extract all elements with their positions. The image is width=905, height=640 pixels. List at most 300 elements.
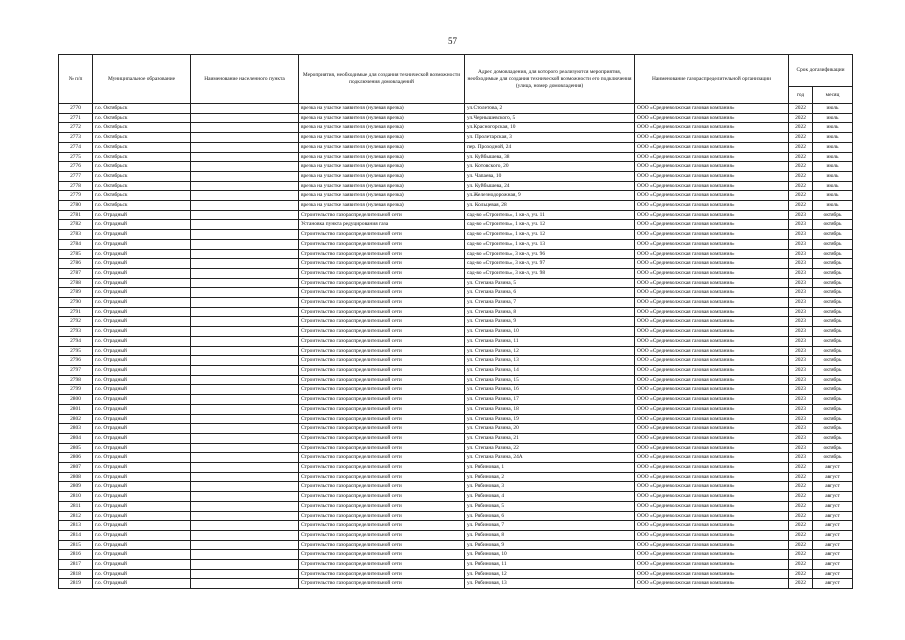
table-row xyxy=(59,336,853,346)
cell-address: ул. Степана Разина, 9 xyxy=(465,317,635,327)
cell-year: 2022 xyxy=(789,201,813,211)
table-row xyxy=(59,317,853,327)
cell-measure: Строительство газораспределительной сети xyxy=(299,327,465,337)
cell-municipality: г.о. Отрадный xyxy=(93,482,191,492)
cell-num: 2793 xyxy=(59,327,93,337)
cell-org: ООО «Средневолжская газовая компания» xyxy=(635,239,789,249)
cell-month: июль xyxy=(813,191,853,201)
cell-num: 2815 xyxy=(59,540,93,550)
cell-measure: Строительство газораспределительной сети xyxy=(299,482,465,492)
cell-org: ООО «Средневолжская газовая компания» xyxy=(635,104,789,114)
cell-month: октябрь xyxy=(813,404,853,414)
cell-address: ул. Куйбышева, 24 xyxy=(465,181,635,191)
cell-month: август xyxy=(813,472,853,482)
cell-num: 2817 xyxy=(59,560,93,570)
cell-org: ООО «Средневолжская газовая компания» xyxy=(635,113,789,123)
cell-municipality: г.о. Отрадный xyxy=(93,414,191,424)
cell-year: 2022 xyxy=(789,511,813,521)
cell-municipality: г.о. Отрадный xyxy=(93,453,191,463)
cell-address: ул. Степана Разина, 19 xyxy=(465,414,635,424)
cell-month: август xyxy=(813,550,853,560)
cell-org: ООО «Средневолжская газовая компания» xyxy=(635,249,789,259)
cell-month: август xyxy=(813,540,853,550)
cell-year: 2022 xyxy=(789,181,813,191)
cell-address: ул. Степана Разина, 14 xyxy=(465,365,635,375)
table-row xyxy=(59,530,853,540)
cell-municipality: г.о. Отрадный xyxy=(93,239,191,249)
cell-municipality: г.о. Отрадный xyxy=(93,550,191,560)
cell-month: октябрь xyxy=(813,336,853,346)
table-row xyxy=(59,162,853,172)
cell-settlement xyxy=(191,298,299,308)
cell-year: 2022 xyxy=(789,191,813,201)
cell-municipality: г.о. Отрадный xyxy=(93,579,191,589)
cell-municipality: г.о. Отрадный xyxy=(93,336,191,346)
cell-address: ул. Степана Разина, 24А xyxy=(465,453,635,463)
cell-year: 2023 xyxy=(789,220,813,230)
cell-year: 2022 xyxy=(789,162,813,172)
cell-year: 2023 xyxy=(789,414,813,424)
table-row xyxy=(59,365,853,375)
cell-measure: врезка на участке заявителя (нулевая врезка) xyxy=(299,133,465,143)
table-row xyxy=(59,356,853,366)
cell-measure: врезка на участке заявителя (нулевая врезка) xyxy=(299,123,465,133)
cell-address: сад-во «Строитель», 1 кв-л, уч. 12 xyxy=(465,220,635,230)
cell-year: 2022 xyxy=(789,152,813,162)
cell-num: 2803 xyxy=(59,424,93,434)
cell-month: июль xyxy=(813,123,853,133)
cell-measure: Строительство газораспределительной сети xyxy=(299,560,465,570)
cell-org: ООО «Средневолжская газовая компания» xyxy=(635,365,789,375)
cell-num: 2783 xyxy=(59,230,93,240)
cell-municipality: г.о. Октябрьск xyxy=(93,181,191,191)
cell-org: ООО «Средневолжская газовая компания» xyxy=(635,298,789,308)
cell-measure: Строительство газораспределительной сети xyxy=(299,530,465,540)
cell-month: июль xyxy=(813,181,853,191)
cell-org: ООО «Средневолжская газовая компания» xyxy=(635,550,789,560)
cell-settlement xyxy=(191,346,299,356)
cell-year: 2023 xyxy=(789,375,813,385)
cell-measure: Строительство газораспределительной сети xyxy=(299,501,465,511)
cell-measure: врезка на участке заявителя (нулевая врезка) xyxy=(299,104,465,114)
cell-month: август xyxy=(813,530,853,540)
cell-settlement xyxy=(191,268,299,278)
cell-year: 2022 xyxy=(789,133,813,143)
cell-address: ул. Рябиновая, 11 xyxy=(465,560,635,570)
cell-org: ООО «Средневолжская газовая компания» xyxy=(635,463,789,473)
cell-municipality: г.о. Октябрьск xyxy=(93,191,191,201)
cell-measure: врезка на участке заявителя (нулевая врезка) xyxy=(299,162,465,172)
cell-org: ООО «Средневолжская газовая компания» xyxy=(635,317,789,327)
cell-org: ООО «Средневолжская газовая компания» xyxy=(635,230,789,240)
table-row xyxy=(59,268,853,278)
cell-municipality: г.о. Октябрьск xyxy=(93,123,191,133)
cell-municipality: г.о. Отрадный xyxy=(93,365,191,375)
cell-org: ООО «Средневолжская газовая компания» xyxy=(635,453,789,463)
cell-municipality: г.о. Отрадный xyxy=(93,443,191,453)
cell-org: ООО «Средневолжская газовая компания» xyxy=(635,162,789,172)
header-municipality: Муниципальное образование xyxy=(93,55,191,104)
cell-measure: Строительство газораспределительной сети xyxy=(299,453,465,463)
cell-month: октябрь xyxy=(813,259,853,269)
cell-num: 2780 xyxy=(59,201,93,211)
cell-municipality: г.о. Отрадный xyxy=(93,472,191,482)
cell-settlement xyxy=(191,550,299,560)
cell-address: ул. Степана Разина, 13 xyxy=(465,356,635,366)
cell-month: июль xyxy=(813,142,853,152)
cell-year: 2023 xyxy=(789,346,813,356)
cell-address: ул. Рябиновая, 12 xyxy=(465,569,635,579)
cell-address: ул. Кольцевая, 28 xyxy=(465,201,635,211)
cell-org: ООО «Средневолжская газовая компания» xyxy=(635,346,789,356)
cell-settlement xyxy=(191,579,299,589)
cell-org: ООО «Средневолжская газовая компания» xyxy=(635,278,789,288)
cell-municipality: г.о. Отрадный xyxy=(93,317,191,327)
cell-num: 2789 xyxy=(59,288,93,298)
table-row xyxy=(59,327,853,337)
cell-measure: Строительство газораспределительной сети xyxy=(299,317,465,327)
cell-settlement xyxy=(191,239,299,249)
cell-num: 2799 xyxy=(59,385,93,395)
cell-num: 2790 xyxy=(59,298,93,308)
cell-municipality: г.о. Отрадный xyxy=(93,530,191,540)
cell-settlement xyxy=(191,414,299,424)
cell-month: октябрь xyxy=(813,453,853,463)
cell-municipality: г.о. Отрадный xyxy=(93,346,191,356)
table-row xyxy=(59,201,853,211)
cell-measure: Строительство газораспределительной сети xyxy=(299,356,465,366)
cell-month: октябрь xyxy=(813,356,853,366)
cell-measure: врезка на участке заявителя (нулевая врезка) xyxy=(299,191,465,201)
table-row xyxy=(59,142,853,152)
cell-month: август xyxy=(813,511,853,521)
cell-settlement xyxy=(191,453,299,463)
cell-settlement xyxy=(191,201,299,211)
cell-num: 2811 xyxy=(59,501,93,511)
cell-address: сад-во «Строитель», 3 кв-л, уч. 98 xyxy=(465,268,635,278)
cell-month: июль xyxy=(813,113,853,123)
cell-org: ООО «Средневолжская газовая компания» xyxy=(635,433,789,443)
header-address: Адрес домовладения, для которого реализуются мероприятия, необходимые для создания технической возможности его подключения (улица, номер домовладения) xyxy=(465,55,635,104)
cell-num: 2810 xyxy=(59,492,93,502)
cell-settlement xyxy=(191,336,299,346)
cell-municipality: г.о. Отрадный xyxy=(93,278,191,288)
cell-year: 2023 xyxy=(789,268,813,278)
cell-month: октябрь xyxy=(813,365,853,375)
cell-num: 2805 xyxy=(59,443,93,453)
table-row xyxy=(59,220,853,230)
cell-address: ул. Степана Разина, 6 xyxy=(465,288,635,298)
cell-org: ООО «Средневолжская газовая компания» xyxy=(635,385,789,395)
cell-municipality: г.о. Отрадный xyxy=(93,327,191,337)
cell-municipality: г.о. Октябрьск xyxy=(93,152,191,162)
cell-settlement xyxy=(191,278,299,288)
cell-num: 2812 xyxy=(59,511,93,521)
table-row xyxy=(59,113,853,123)
cell-num: 2818 xyxy=(59,569,93,579)
cell-month: июль xyxy=(813,171,853,181)
cell-settlement xyxy=(191,162,299,172)
cell-year: 2023 xyxy=(789,443,813,453)
cell-measure: Строительство газораспределительной сети xyxy=(299,540,465,550)
cell-year: 2023 xyxy=(789,288,813,298)
header-num: № п/п xyxy=(59,55,93,104)
table-row xyxy=(59,472,853,482)
table-row xyxy=(59,288,853,298)
cell-org: ООО «Средневолжская газовая компания» xyxy=(635,336,789,346)
cell-municipality: г.о. Октябрьск xyxy=(93,104,191,114)
cell-address: ул. Рябиновая, 5 xyxy=(465,501,635,511)
cell-month: июль xyxy=(813,162,853,172)
cell-org: ООО «Средневолжская газовая компания» xyxy=(635,307,789,317)
cell-org: ООО «Средневолжская газовая компания» xyxy=(635,560,789,570)
cell-address: сад-во «Строитель», 1 кв-л, уч. 13 xyxy=(465,239,635,249)
cell-org: ООО «Средневолжская газовая компания» xyxy=(635,482,789,492)
cell-settlement xyxy=(191,307,299,317)
cell-num: 2802 xyxy=(59,414,93,424)
registry-table xyxy=(58,54,853,589)
table-row xyxy=(59,550,853,560)
cell-year: 2022 xyxy=(789,560,813,570)
cell-measure: Строительство газораспределительной сети xyxy=(299,307,465,317)
table-row xyxy=(59,259,853,269)
table-row xyxy=(59,210,853,220)
cell-org: ООО «Средневолжская газовая компания» xyxy=(635,472,789,482)
table-row xyxy=(59,579,853,589)
cell-num: 2797 xyxy=(59,365,93,375)
cell-municipality: г.о. Отрадный xyxy=(93,288,191,298)
cell-measure: Строительство газораспределительной сети xyxy=(299,230,465,240)
cell-month: октябрь xyxy=(813,239,853,249)
cell-month: октябрь xyxy=(813,317,853,327)
cell-month: октябрь xyxy=(813,288,853,298)
cell-year: 2023 xyxy=(789,327,813,337)
cell-org: ООО «Средневолжская газовая компания» xyxy=(635,395,789,405)
cell-year: 2023 xyxy=(789,404,813,414)
cell-org: ООО «Средневолжская газовая компания» xyxy=(635,191,789,201)
cell-address: ул. Степана Разина, 21 xyxy=(465,433,635,443)
cell-num: 2772 xyxy=(59,123,93,133)
cell-year: 2022 xyxy=(789,550,813,560)
cell-year: 2022 xyxy=(789,104,813,114)
cell-measure: Строительство газораспределительной сети xyxy=(299,375,465,385)
cell-address: ул. Степана Разина, 10 xyxy=(465,327,635,337)
table-row xyxy=(59,346,853,356)
table-row xyxy=(59,385,853,395)
cell-org: ООО «Средневолжская газовая компания» xyxy=(635,220,789,230)
cell-num: 2819 xyxy=(59,579,93,589)
cell-address: ул. Рябиновая, 9 xyxy=(465,540,635,550)
cell-month: октябрь xyxy=(813,424,853,434)
cell-month: октябрь xyxy=(813,307,853,317)
cell-year: 2023 xyxy=(789,356,813,366)
cell-measure: Строительство газораспределительной сети xyxy=(299,492,465,502)
cell-month: август xyxy=(813,569,853,579)
table-row xyxy=(59,171,853,181)
cell-org: ООО «Средневолжская газовая компания» xyxy=(635,133,789,143)
cell-measure: Строительство газораспределительной сети xyxy=(299,414,465,424)
cell-municipality: г.о. Октябрьск xyxy=(93,162,191,172)
cell-municipality: г.о. Отрадный xyxy=(93,511,191,521)
header-month: месяц xyxy=(813,87,853,104)
table-header xyxy=(59,55,853,104)
cell-measure: врезка на участке заявителя (нулевая врезка) xyxy=(299,113,465,123)
cell-settlement xyxy=(191,210,299,220)
cell-num: 2784 xyxy=(59,239,93,249)
cell-municipality: г.о. Отрадный xyxy=(93,540,191,550)
cell-municipality: г.о. Отрадный xyxy=(93,395,191,405)
cell-address: ул. Куйбышева, 38 xyxy=(465,152,635,162)
cell-settlement xyxy=(191,540,299,550)
cell-municipality: г.о. Отрадный xyxy=(93,404,191,414)
cell-address: ул. Степана Разина, 22 xyxy=(465,443,635,453)
cell-year: 2022 xyxy=(789,540,813,550)
cell-municipality: г.о. Отрадный xyxy=(93,375,191,385)
cell-settlement xyxy=(191,501,299,511)
cell-settlement xyxy=(191,530,299,540)
cell-num: 2785 xyxy=(59,249,93,259)
cell-address: ул. Рябиновая, 1 xyxy=(465,463,635,473)
cell-measure: Строительство газораспределительной сети xyxy=(299,259,465,269)
cell-measure: Строительство газораспределительной сети xyxy=(299,268,465,278)
cell-org: ООО «Средневолжская газовая компания» xyxy=(635,152,789,162)
cell-measure: Строительство газораспределительной сети xyxy=(299,569,465,579)
cell-num: 2795 xyxy=(59,346,93,356)
cell-month: октябрь xyxy=(813,278,853,288)
cell-org: ООО «Средневолжская газовая компания» xyxy=(635,579,789,589)
cell-settlement xyxy=(191,123,299,133)
cell-measure: Строительство газораспределительной сети xyxy=(299,239,465,249)
cell-org: ООО «Средневолжская газовая компания» xyxy=(635,424,789,434)
cell-month: июль xyxy=(813,201,853,211)
table-row xyxy=(59,395,853,405)
cell-year: 2023 xyxy=(789,424,813,434)
table-row xyxy=(59,560,853,570)
cell-year: 2023 xyxy=(789,239,813,249)
cell-year: 2022 xyxy=(789,501,813,511)
cell-measure: Строительство газораспределительной сети xyxy=(299,472,465,482)
cell-measure: Строительство газораспределительной сети xyxy=(299,404,465,414)
cell-num: 2777 xyxy=(59,171,93,181)
cell-org: ООО «Средневолжская газовая компания» xyxy=(635,521,789,531)
header-year: год xyxy=(789,87,813,104)
cell-measure: Строительство газораспределительной сети xyxy=(299,210,465,220)
cell-measure: Строительство газораспределительной сети xyxy=(299,365,465,375)
cell-municipality: г.о. Отрадный xyxy=(93,249,191,259)
cell-org: ООО «Средневолжская газовая компания» xyxy=(635,268,789,278)
cell-settlement xyxy=(191,395,299,405)
cell-year: 2023 xyxy=(789,433,813,443)
cell-municipality: г.о. Отрадный xyxy=(93,298,191,308)
cell-settlement xyxy=(191,152,299,162)
cell-address: ул.Столетова, 2 xyxy=(465,104,635,114)
cell-settlement xyxy=(191,317,299,327)
cell-settlement xyxy=(191,511,299,521)
cell-num: 2786 xyxy=(59,259,93,269)
table-row xyxy=(59,191,853,201)
cell-address: ул. Котовского, 20 xyxy=(465,162,635,172)
cell-month: октябрь xyxy=(813,375,853,385)
table-body xyxy=(59,104,853,589)
cell-year: 2023 xyxy=(789,210,813,220)
cell-address: ул. Рябиновая, 3 xyxy=(465,482,635,492)
table-row xyxy=(59,433,853,443)
cell-year: 2022 xyxy=(789,530,813,540)
cell-municipality: г.о. Отрадный xyxy=(93,220,191,230)
cell-address: ул. Степана Разина, 12 xyxy=(465,346,635,356)
cell-measure: Строительство газораспределительной сети xyxy=(299,463,465,473)
cell-settlement xyxy=(191,191,299,201)
cell-measure: Строительство газораспределительной сети xyxy=(299,298,465,308)
table-row xyxy=(59,104,853,114)
cell-num: 2794 xyxy=(59,336,93,346)
cell-settlement xyxy=(191,404,299,414)
cell-year: 2022 xyxy=(789,472,813,482)
cell-measure: Строительство газораспределительной сети xyxy=(299,385,465,395)
cell-org: ООО «Средневолжская газовая компания» xyxy=(635,443,789,453)
cell-num: 2808 xyxy=(59,472,93,482)
cell-month: август xyxy=(813,521,853,531)
cell-settlement xyxy=(191,482,299,492)
cell-address: ул. Рябиновая, 6 xyxy=(465,511,635,521)
cell-address: сад-во «Строитель», 1 кв-л, уч. 12 xyxy=(465,230,635,240)
cell-month: октябрь xyxy=(813,385,853,395)
cell-year: 2023 xyxy=(789,307,813,317)
cell-org: ООО «Средневолжская газовая компания» xyxy=(635,201,789,211)
table-row xyxy=(59,463,853,473)
cell-num: 2814 xyxy=(59,530,93,540)
cell-num: 2779 xyxy=(59,191,93,201)
cell-address: ул. Рябиновая, 2 xyxy=(465,472,635,482)
table-row xyxy=(59,424,853,434)
cell-num: 2787 xyxy=(59,268,93,278)
cell-year: 2022 xyxy=(789,492,813,502)
cell-num: 2778 xyxy=(59,181,93,191)
cell-num: 2807 xyxy=(59,463,93,473)
cell-org: ООО «Средневолжская газовая компания» xyxy=(635,210,789,220)
cell-municipality: г.о. Отрадный xyxy=(93,356,191,366)
cell-org: ООО «Средневолжская газовая компания» xyxy=(635,142,789,152)
cell-year: 2023 xyxy=(789,336,813,346)
page-number: 57 xyxy=(448,36,457,46)
cell-municipality: г.о. Отрадный xyxy=(93,307,191,317)
cell-year: 2022 xyxy=(789,463,813,473)
cell-org: ООО «Средневолжская газовая компания» xyxy=(635,327,789,337)
table-row xyxy=(59,181,853,191)
cell-settlement xyxy=(191,171,299,181)
cell-measure: врезка на участке заявителя (нулевая врезка) xyxy=(299,171,465,181)
cell-num: 2816 xyxy=(59,550,93,560)
cell-measure: Строительство газораспределительной сети xyxy=(299,288,465,298)
cell-org: ООО «Средневолжская газовая компания» xyxy=(635,259,789,269)
table-row xyxy=(59,278,853,288)
cell-year: 2022 xyxy=(789,171,813,181)
cell-month: август xyxy=(813,492,853,502)
table-row xyxy=(59,249,853,259)
cell-org: ООО «Средневолжская газовая компания» xyxy=(635,414,789,424)
cell-num: 2776 xyxy=(59,162,93,172)
cell-measure: Строительство газораспределительной сети xyxy=(299,395,465,405)
table-row xyxy=(59,152,853,162)
table-row xyxy=(59,501,853,511)
cell-org: ООО «Средневолжская газовая компания» xyxy=(635,356,789,366)
cell-num: 2813 xyxy=(59,521,93,531)
cell-municipality: г.о. Отрадный xyxy=(93,268,191,278)
cell-measure: Строительство газораспределительной сети xyxy=(299,511,465,521)
cell-municipality: г.о. Отрадный xyxy=(93,210,191,220)
cell-municipality: г.о. Отрадный xyxy=(93,560,191,570)
cell-year: 2023 xyxy=(789,453,813,463)
